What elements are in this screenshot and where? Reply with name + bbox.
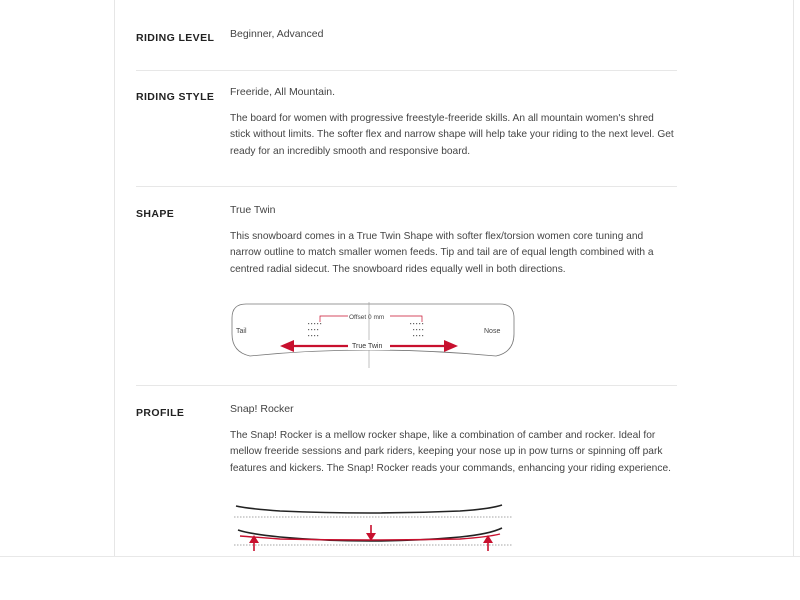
riding-level-value: Beginner, Advanced: [230, 28, 324, 40]
tail-label: Tail: [236, 328, 247, 335]
content-frame-left: [114, 0, 115, 556]
profile-value: Snap! Rocker: [230, 403, 294, 415]
profile-description: The Snap! Rocker is a mellow rocker shape, like a combination of camber and rocker. Ideal for mellow freeride sessions and park riders, keeping your nose up in pow turns or spinning off park features and kickers. The Snap! Rocker reads your commands, enhancing your riding experience.: [230, 430, 671, 474]
riding-level-label: RIDING LEVEL: [136, 32, 215, 44]
profile-label: PROFILE: [136, 407, 185, 419]
content-frame-right: [793, 0, 794, 556]
page-bottom-border: [0, 556, 800, 557]
shape-label: SHAPE: [136, 208, 175, 220]
offset-label: Offset 0 mm: [349, 314, 385, 321]
shape-value: True Twin: [230, 204, 276, 216]
riding-style-description: The board for women with progressive freestyle-freeride skills. An all mountain women's shred stick without limits. The softer flex and narrow shape will help take your riding to the next level. Get ready for an incredibly smooth and responsive board.: [230, 113, 674, 157]
shape-diagram-icon: [228, 300, 518, 370]
riding-style-label: RIDING STYLE: [136, 91, 215, 103]
divider: [136, 186, 677, 187]
profile-diagram-icon: [230, 497, 520, 555]
riding-style-value: Freeride, All Mountain.: [230, 86, 336, 98]
nose-label: Nose: [484, 328, 501, 335]
divider: [136, 385, 677, 386]
shape-description: This snowboard comes in a True Twin Shape with softer flex/torsion women core tuning and narrow outline to match smaller women feeds. Tip and tail are of equal length combined with a centred radial sidecut. The snowboard rides equally well in both directions.: [230, 231, 654, 275]
true-twin-arrow-label: True Twin: [352, 343, 383, 350]
divider: [136, 70, 677, 71]
